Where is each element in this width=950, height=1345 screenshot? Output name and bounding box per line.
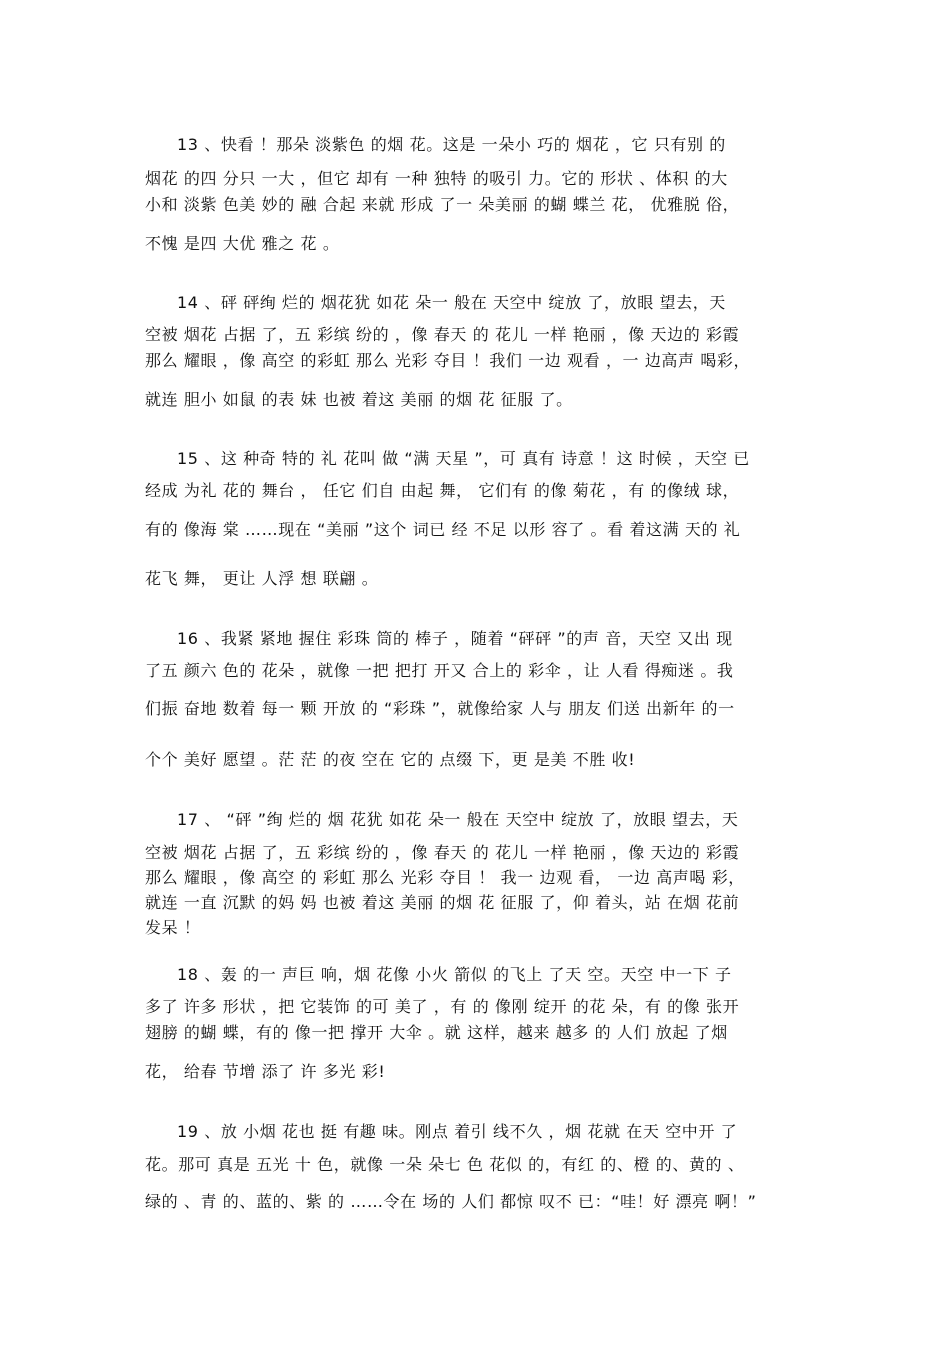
paragraph-line: 19 、放 小烟 花也 挺 有趣 味。刚点 着引 线不久 ，烟 花就 在天 空中开 了 (177, 1122, 738, 1141)
paragraph-line: 有的 像海 棠 ……现在 “美丽 ”这个 词已 经 不足 以形 容了 。看 着这满 天的 礼 (145, 520, 741, 539)
paragraph-line: 小和 淡紫 色美 妙的 融 合起 来就 形成 了一 朵美丽 的蝴 蝶兰 花， 优雅脱 俗， (145, 195, 740, 214)
paragraph-line: 发呆 ！ (145, 918, 201, 937)
paragraph-line: 绿的 、青 的、蓝的、紫 的 ……令在 场的 人们 都惊 叹不 已：“哇！好 漂亮 啊！” (145, 1192, 757, 1211)
paragraph-line: 16 、我紧 紧地 握住 彩珠 筒的 棒子 ，随着 “砰砰 ”的声 音，天空 又出 现 (177, 629, 733, 648)
paragraph-line: 花， 给春 节增 添了 许 多光 彩! (145, 1062, 386, 1081)
paragraph-line: 18 、轰 的一 声巨 响，烟 花像 小火 箭似 的飞上 了天 空。天空 中一下 子 (177, 965, 732, 984)
paragraph-line: 翅膀 的蝴 蝶，有的 像一把 撑开 大伞 。就 这样，越来 越多 的 人们 放起 了烟 (145, 1023, 728, 1042)
paragraph-line: 14 、砰 砰绚 烂的 烟花犹 如花 朵一 般在 天空中 绽放 了，放眼 望去，天 (177, 293, 726, 312)
paragraph-line: 空被 烟花 占据 了，五 彩缤 纷的 ，像 春天 的 花儿 一样 艳丽 ，像 天边的 彩霞 (145, 325, 740, 344)
paragraph-line: 个个 美好 愿望 。茫 茫 的夜 空在 它的 点缀 下，更 是美 不胜 收! (145, 750, 636, 769)
paragraph-line: 那么 耀眼 ，像 高空 的 彩虹 那么 光彩 夺目 ！ 我一 边观 看， 一边 高声喝 彩， (145, 868, 745, 887)
paragraph-line: 了五 颜六 色的 花朵 ，就像 一把 把打 开又 合上的 彩伞 ，让 人看 得痴迷 。我 (145, 661, 734, 680)
paragraph-line: 不愧 是四 大优 雅之 花 。 (145, 234, 340, 253)
paragraph-line: 13 、快看 ！那朵 淡紫色 的烟 花。这是 一朵小 巧的 烟花 ，它 只有别 的 (177, 135, 726, 154)
paragraph-line: 就连 一直 沉默 的妈 妈 也被 着这 美丽 的烟 花 征服 了，仰 着头，站 在烟 花前 (145, 893, 740, 912)
paragraph-line: 15 、这 种奇 特的 礼 花叫 做 “满 天星 ”，可 真有 诗意 ！这 时候 ，天空 已 (177, 449, 750, 468)
paragraph-line: 花。那可 真是 五光 十 色，就像 一朵 朵七 色 花似 的，有红 的、橙 的、黄的 、 (145, 1155, 745, 1174)
paragraph-line: 就连 胆小 如鼠 的表 妹 也被 着这 美丽 的烟 花 征服 了。 (145, 390, 573, 409)
paragraph-line: 们振 奋地 数着 每一 颗 开放 的 “彩珠 ”，就像给家 人与 朋友 们送 出新年 的一 (145, 699, 735, 718)
paragraph-line: 那么 耀眼 ，像 高空 的彩虹 那么 光彩 夺目 ！我们 一边 观看 ，一 边高声 喝彩， (145, 351, 751, 370)
paragraph-line: 17 、 “砰 ”绚 烂的 烟 花犹 如花 朵一 般在 天空中 绽放 了，放眼 望去，天 (177, 810, 739, 829)
paragraph-line: 空被 烟花 占据 了，五 彩缤 纷的 ，像 春天 的 花儿 一样 艳丽 ，像 天边的 彩霞 (145, 843, 740, 862)
paragraph-line: 经成 为礼 花的 舞台 ， 任它 们自 由起 舞， 它们有 的像 菊花 ，有 的像绒 球， (145, 481, 740, 500)
paragraph-line: 烟花 的四 分只 一大 ，但它 却有 一种 独特 的吸引 力。它的 形状 、体积 的大 (145, 169, 728, 188)
paragraph-line: 多了 许多 形状 ，把 它装饰 的可 美了 ，有 的 像刚 绽开 的花 朵，有 的像 张开 (145, 997, 740, 1016)
paragraph-line: 花飞 舞， 更让 人浮 想 联翩 。 (145, 569, 379, 588)
